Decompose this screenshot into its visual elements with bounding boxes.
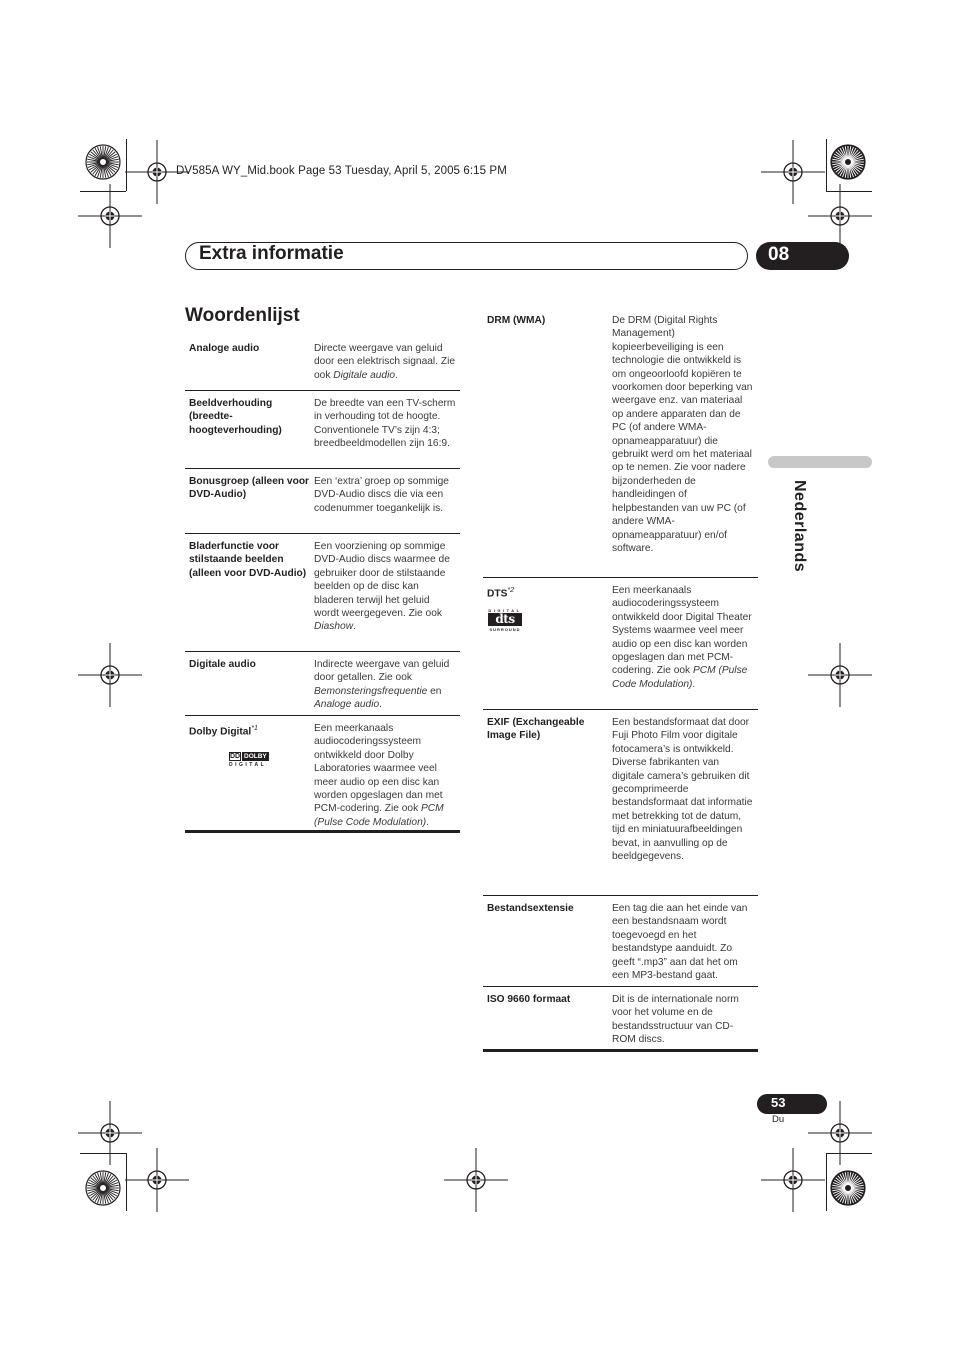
glossary-entry [185,716,460,833]
crop-line [80,191,126,192]
glossary-term-text: DRM (WMA) [487,315,546,326]
glossary-entry [185,469,460,534]
crop-line [126,139,127,191]
definition-text: Dit is de internationale norm voor het volume en de bestandsstructuur van CD-ROM discs. [612,994,739,1046]
definition-text: Een voorziening op sommige DVD-Audio discs waarmee de gebruiker door de stilstaande beelden op de disc kan bladeren terwijl het geluid wordt weergegeven. Zie ook [314,541,450,620]
registration-mark [122,1145,192,1215]
definition-text: . [692,678,696,690]
definition-text: Een meerkanaals audiocoderingssysteem ontwikkeld door Dolby Laboratories waarmee veel meer audio op een disc kan worden opgeslagen dan met PCM-codering. Zie ook [314,723,443,815]
definition-crossref: Analoge audio [314,699,380,711]
registration-mark [758,1145,828,1215]
crop-line [826,139,827,191]
glossary-term [185,716,312,830]
crop-line [80,1153,126,1154]
dts-surround-logo [487,608,523,632]
definition-text: . [353,621,356,633]
glossary-term-text: EXIF (Exchangeable Image File) [487,717,585,742]
section-title: Woordenlijst [185,305,300,326]
definition-text: De breedte van een TV-scherm in verhouding tot de hoogte. Conventionele TV’s zijn 4:3; breedbeeldmodellen zijn 16:9. [314,398,456,450]
glossary-entry [483,896,758,987]
definition-crossref: PCM (Pulse Code Modulation) [612,665,748,690]
crop-line [826,1153,827,1211]
page-number-badge [757,1094,827,1114]
definition-text: Indirecte weergave van geluid door getallen. Zie ook [314,659,450,684]
glossary-definition [312,534,460,651]
glossary-term-text: Dolby Digital [189,726,252,738]
glossary-term-text: DTS [487,588,508,600]
definition-text: . [379,699,382,711]
glossary-definition [312,336,460,390]
glossary-entry [483,987,758,1052]
definition-text: Directe weergave van geluid door een elektrisch signaal. Zie ook [314,343,456,381]
language-tab-label: Nederlands [791,480,808,573]
crop-line [126,1153,127,1211]
registration-mark [805,640,875,710]
glossary-term-text: ISO 9660 formaat [487,994,571,1005]
glossary-entry [185,391,460,469]
glossary-term [483,896,610,986]
glossary-term [483,710,610,895]
definition-text: De DRM (Digital Rights Management) kopieerbeveiliging is een technologie die ontwikkeld is om ongeoorloofd kopiëren te voorkomen door beperking van weergave enz. van materiaal op andere apparaten dan de PC (of andere WMA-opnameapparatuur) die gebruikt werd om het materiaal op te nemen. Zie voor nadere bijzonderheden de handleidingen of helpbestanden van uw PC (of andere WMA-opnameapparatuur) en/of software. [612,315,753,554]
dts-logo-word: dts [488,613,522,626]
glossary-term-text: Digitale audio [189,659,256,670]
definition-text: Een tag die aan het einde van een bestandsnaam wordt toegevoegd en het bestandstype aanduidt. Zo geeft “.mp3” aan dat het om een MP3-bestand gaat. [612,903,748,982]
page-language-code: Du [772,1114,785,1125]
glossary-term [483,308,610,577]
color-target-mark [828,1168,868,1208]
glossary-term-text: Bestandsextensie [487,903,574,914]
definition-text: en [427,685,442,697]
glossary-term [185,534,312,651]
dolby-digital-logo [229,752,269,768]
chapter-title: Extra informatie [199,243,344,264]
dolby-logo-word: DOLBY [244,753,267,760]
glossary-entry [185,534,460,652]
dts-logo-bottom: SURROUND [489,627,521,632]
glossary-entry [483,710,758,896]
crop-line [826,191,872,192]
definition-text: . [395,369,398,381]
glossary-term-text: Analoge audio [189,343,260,354]
glossary-entry [483,308,758,578]
definition-crossref: Bemonsteringsfrequentie [314,685,428,697]
glossary-definition [610,987,758,1049]
glossary-definition [312,716,460,830]
language-tab-bar [768,456,872,468]
glossary-right-column [483,308,758,1052]
glossary-entry [483,578,758,710]
glossary-definition [610,896,758,986]
registration-mark [441,1145,511,1215]
glossary-entry [185,652,460,716]
footnote-marker: *2 [507,587,514,594]
definition-crossref: Digitale audio [333,369,395,381]
glossary-term-text: Bonusgroep (alleen voor DVD-Audio) [189,476,310,501]
glossary-term-text: Bladerfunctie voor stilstaande beelden (alleen voor DVD-Audio) [189,541,307,579]
glossary-definition [610,308,758,577]
crop-line [826,1153,872,1154]
glossary-definition [610,578,758,709]
glossary-left-column [185,336,460,833]
definition-text: Een meerkanaals audiocoderingssysteem ontwikkeld door Digital Theater Systems waarmee veel meer audio op een disc kan worden opgeslagen dan met PCM-codering. Zie ook [612,585,752,677]
book-info-line: DV585A WY_Mid.book Page 53 Tuesday, April 5, 2005 6:15 PM [176,165,507,177]
glossary-term [483,987,610,1049]
definition-crossref: PCM (Pulse Code Modulation) [314,803,444,828]
color-target-mark [83,142,123,182]
definition-crossref: Diashow [314,621,354,633]
glossary-definition [312,391,460,468]
chapter-number: 08 [768,244,790,265]
glossary-definition [312,652,460,715]
glossary-term [185,469,312,533]
glossary-term [185,391,312,468]
glossary-term-text: Beeldverhouding (breedte-hoogteverhouding) [189,398,282,436]
glossary-term [483,578,610,709]
definition-text: . [426,816,429,828]
color-target-mark [83,1168,123,1208]
dolby-logo-sub: DIGITAL [229,762,267,768]
definition-text: Een bestandsformaat dat door Fuji Photo Film voor digitale fotocamera’s is ontwikkeld. Diverse fabrikanten van digitale camera’s gebruiken dit gecomprimeerde bestandsformaat dat informatie met betrekking tot de datum, tijd en miniatuurafbeeldingen bevat, in aanvulling op de beeldgegevens. [612,717,753,863]
definition-text: Een ‘extra’ groep op sommige DVD-Audio discs die via een codenummer toegankelijk is. [314,476,449,514]
dolby-dd-icon: DD [229,753,241,760]
glossary-definition [610,710,758,895]
dts-logo-top: DIGITAL [488,608,522,613]
glossary-term [185,652,312,715]
glossary-term [185,336,312,390]
glossary-definition [312,469,460,533]
page-number: 53 [771,1095,786,1110]
footnote-marker: *1 [251,725,258,732]
registration-mark [75,640,145,710]
glossary-entry [185,336,460,391]
color-target-mark [828,142,868,182]
